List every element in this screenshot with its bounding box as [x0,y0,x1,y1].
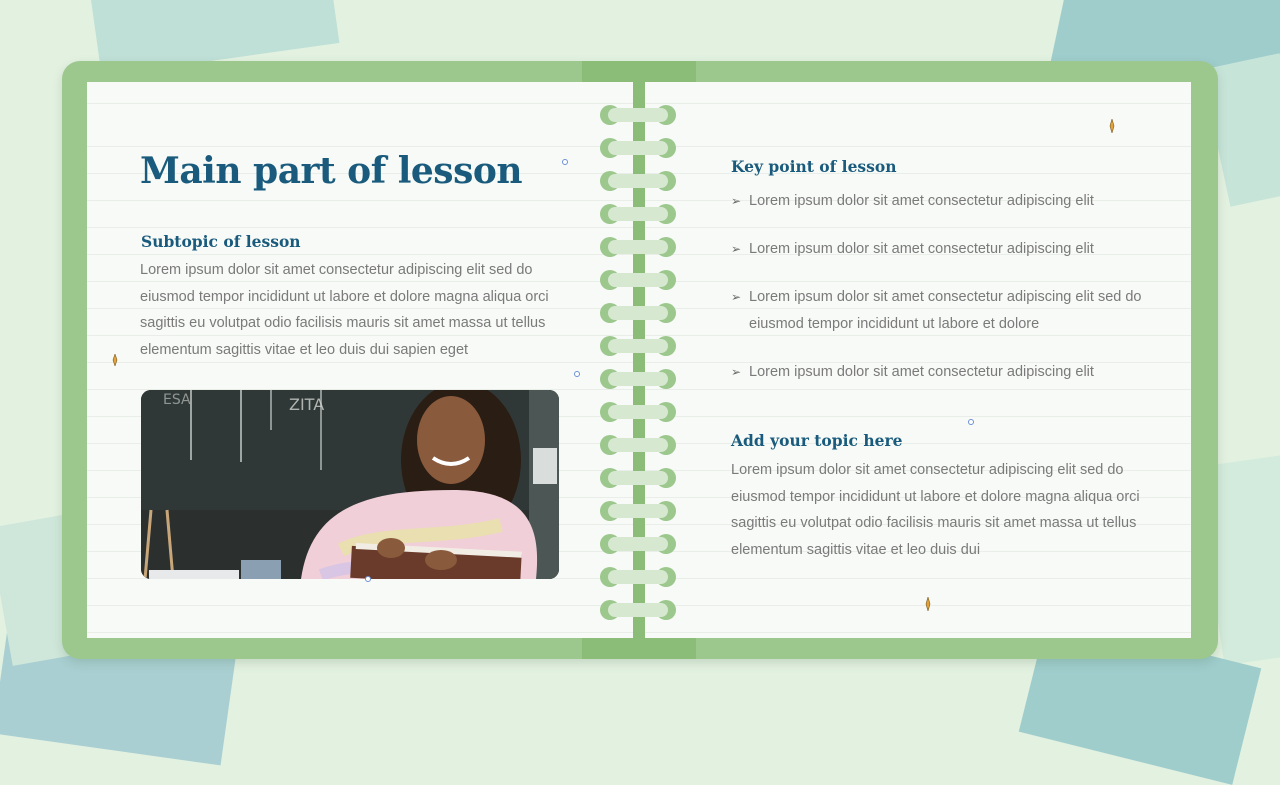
arrow-bullet-icon: ➢ [731,194,742,208]
key-point-heading: Key point of lesson [731,157,897,176]
list-item [731,188,1161,215]
notebook-spine [633,82,645,638]
lesson-photo [141,390,559,579]
subtopic-heading: Subtopic of lesson [141,232,301,251]
key-point-list [731,188,1161,407]
spiral-ring-icon [600,204,676,224]
arrow-bullet-icon: ➢ [731,242,742,256]
decorative-dot [562,159,568,165]
bullet-text: Lorem ipsum dolor sit amet consectetur adipiscing elit [749,193,1094,209]
page-title: Main part of lesson [140,150,523,192]
list-item [731,359,1161,386]
spiral-ring-icon [600,336,676,356]
sparkle-icon [111,354,119,366]
spiral-ring-icon [600,270,676,290]
sparkle-icon [923,597,933,611]
bullet-text: Lorem ipsum dolor sit amet consectetur adipiscing elit [749,364,1094,380]
svg-text:ZITA: ZITA [289,395,325,414]
list-item [731,284,1149,338]
spiral-ring-icon [600,171,676,191]
bullet-text: Lorem ipsum dolor sit amet consectetur adipiscing elit [749,241,1094,257]
spiral-ring-icon [600,138,676,158]
decorative-dot [574,371,580,377]
spiral-ring-icon [600,435,676,455]
topic-body: Lorem ipsum dolor sit amet consectetur adipiscing elit sed do eiusmod tempor incididunt ut labore et dolore magna aliqua orci sagittis eu volutpat odio facilisis mauris sit amet massa ut tellus elementum sagittis vitae et leo duis dui [731,462,1140,558]
list-item [731,236,1161,263]
spiral-ring-icon [600,501,676,521]
spiral-ring-icon [600,237,676,257]
subtopic-body: Lorem ipsum dolor sit amet consectetur adipiscing elit sed do eiusmod tempor incididunt ut labore et dolore magna aliqua orci sagittis eu volutpat odio facilisis mauris sit amet massa ut tellus elementum sagittis vitae et leo duis dui sapien eget [140,262,549,358]
student-photo-illustration [141,390,559,579]
arrow-bullet-icon: ➢ [731,365,742,379]
spiral-ring-icon [600,402,676,422]
svg-text:ESA: ESA [163,392,191,408]
decorative-dot [968,419,974,425]
arrow-bullet-icon: ➢ [731,290,742,304]
spiral-ring-icon [600,468,676,488]
spiral-ring-icon [600,303,676,323]
bullet-text: Lorem ipsum dolor sit amet consectetur adipiscing elit sed do eiusmod tempor incididunt ut labore et dolore [749,289,1142,332]
sparkle-icon [1107,119,1117,133]
spiral-ring-icon [600,567,676,587]
decorative-dot [365,576,371,582]
spiral-ring-icon [600,105,676,125]
spiral-ring-icon [600,369,676,389]
spiral-ring-icon [600,534,676,554]
topic-heading: Add your topic here [731,431,903,450]
spiral-ring-icon [600,600,676,620]
